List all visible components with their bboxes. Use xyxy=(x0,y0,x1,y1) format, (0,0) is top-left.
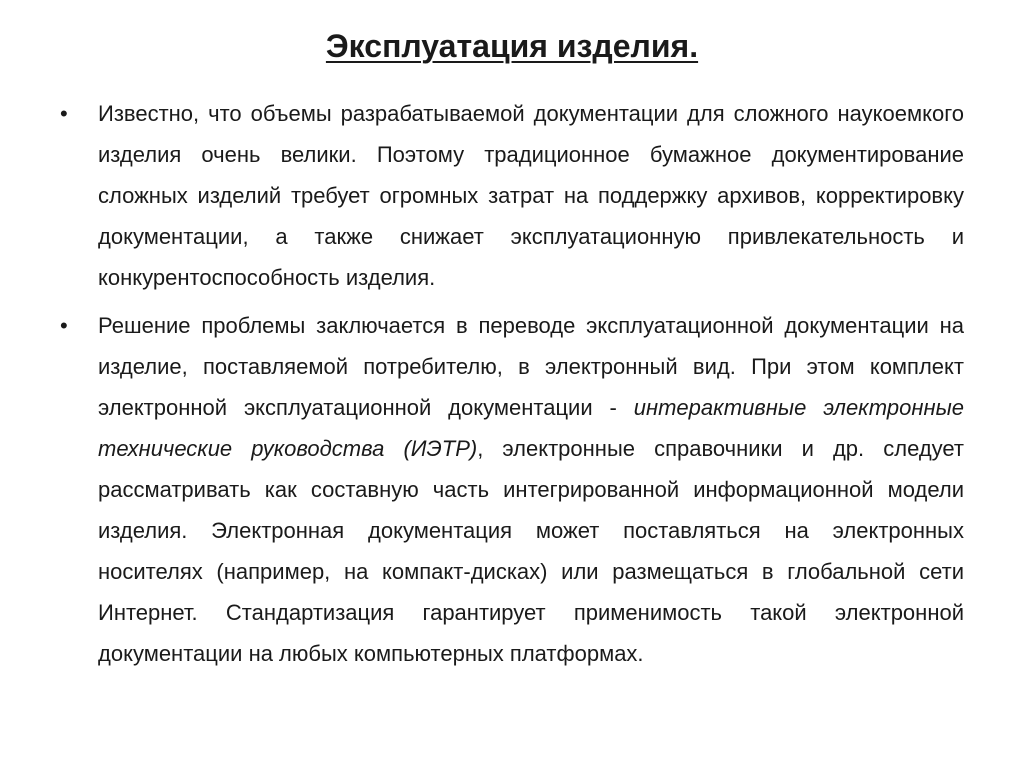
bullet-item-2 xyxy=(60,305,964,674)
bullet-text-2-before: Решение проблемы заключается в переводе эксплуатационной документации на изделие, поставляемой потребителю, в электронный вид. При этом комплект электронной эксплуатационной документации - xyxy=(98,313,964,420)
bullet-text-1: Известно, что объемы разрабатываемой документации для сложного наукоемкого изделия очень велики. Поэтому традиционное бумажное документирование сложных изделий требует огромных затрат на поддержку архивов, корректировку документации, а также снижает эксплуатационную привлекательность и конкурентоспособность изделия. xyxy=(98,101,964,290)
bullet-item-1 xyxy=(60,93,964,298)
bullet-text-2-after: , электронные справочники и др. следует рассматривать как составную часть интегрированной информационной модели изделия. Электронная документация может поставляться на электронных носителях (например, на компакт-дисках) или размещаться в глобальной сети Интернет. Стандартизация гарантирует применимость такой электронной документации на любых компьютерных платформах. xyxy=(98,436,964,666)
slide-title-text: Эксплуатация изделия. xyxy=(325,28,699,64)
slide-title xyxy=(0,28,1024,65)
bullet-marker-icon: • xyxy=(60,101,68,126)
bullet-marker-icon: • xyxy=(60,313,68,338)
bullet-text-2-italic: интерактивные электронные технические руководства (ИЭТР) xyxy=(98,395,964,461)
bullet-list xyxy=(60,93,964,681)
